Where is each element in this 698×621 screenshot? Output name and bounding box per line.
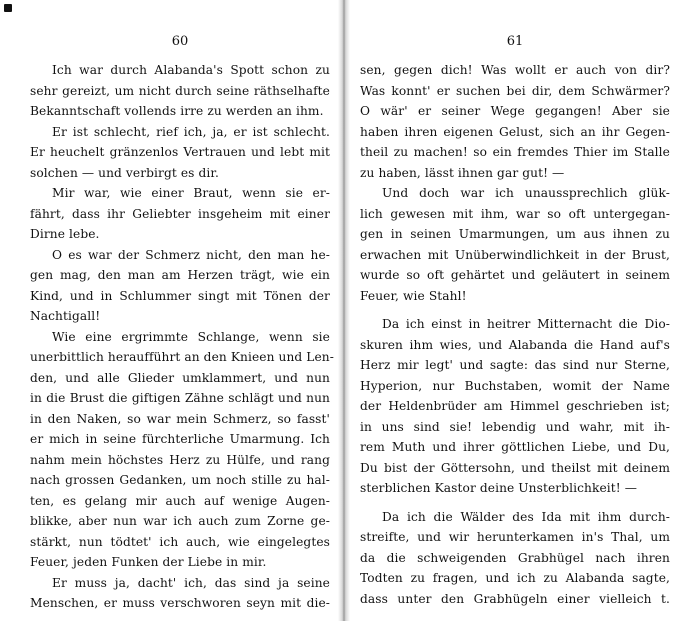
text-line: Er heuchelt gränzenlos Vertrauen und lebt mit [30, 145, 330, 159]
text-line: rem Muth und ihrer göttlichen Liebe, und Du, [360, 440, 670, 454]
text-line: zu haben, lässt ihnen gar gut! — [360, 165, 565, 180]
left-page [30, 0, 334, 621]
text-line: Feuer, wie Stahl! [360, 288, 467, 303]
text-line: wurde so oft gehärtet und geläutert in seinem [360, 268, 670, 282]
text-line: der Heldenbrüder am Himmel geschrieben ist; [360, 399, 670, 413]
text-line: blikke, aber nun war ich auch zum Zorne ge- [30, 514, 330, 528]
text-line: Dirne lebe. [30, 227, 100, 241]
text-line: erwachen mit Unüberwindlichkeit in der Brust, [360, 247, 670, 262]
scan-edge-mark [4, 4, 12, 12]
text-line: haben ihren eigenen Gelust, sich an ihr Gegen- [360, 124, 670, 139]
text-line: sterblichen Kastor deine Unsterblichkeit! — [360, 481, 638, 495]
text-line: Bekanntschaft vollends irre zu werden an ihm. [30, 104, 324, 118]
text-line: streifte, und wir herunterkamen in's Thal, um [360, 530, 670, 544]
text-line: Was konnt' er suchen bei dir, dem Schwärmer? [360, 83, 670, 98]
text-line: Er muss ja, dacht' ich, das sind ja seine [52, 575, 330, 590]
text-line: Wie eine ergrimmte Schlange, wenn sie [52, 329, 330, 344]
text-line: sen, gegen dich! Was wollt er auch von dir? [360, 63, 670, 77]
text-line: Nachtigall! [30, 309, 101, 323]
book-gutter [338, 0, 350, 621]
text-line: Todten zu fragen, und ich zu Alabanda sagte, [360, 571, 670, 585]
text-line: Menschen, er muss verschworen seyn mit die- [30, 596, 330, 610]
text-line: Du bist der Göttersohn, und theilst mit deinem [360, 460, 670, 475]
text-line: gen in seinen Umarmungen, um aus ihnen zu [360, 227, 670, 241]
text-line: gen mag, den man am Herzen trägt, wie ein [30, 268, 330, 282]
left-page-text [30, 60, 334, 614]
text-line: solchen — und verbirgt es dir. [30, 165, 219, 180]
text-line: er mich in seine fürchterliche Umarmung. Ich [30, 432, 330, 446]
text-line: in den Naken, so war mein Schmerz, so fasst' [30, 411, 330, 426]
text-line: unerbittlich heraufführt an den Knieen und Len- [30, 350, 334, 364]
text-line: Und doch war ich unaussprechlich glük- [382, 186, 670, 200]
text-line: da die schweigenden Grabhügel nach ihren [360, 550, 670, 565]
right-page-text [360, 60, 670, 609]
text-line: Ich war durch Alabanda's Spott schon zu [52, 63, 330, 77]
text-line: den, und alle Glieder umklammert, und nun [30, 370, 330, 385]
text-line: Herz mir legt' und sagte: das sind nur Sterne, [360, 358, 670, 372]
text-line: Kind, und in Schlummer singt mit Tönen der [30, 288, 330, 303]
page-number-left: 60 [171, 34, 189, 49]
text-line: sehr gereizt, um nicht durch seine räthselhafte [30, 83, 330, 98]
text-line: O es war der Schmerz nicht, den man he- [52, 247, 330, 262]
text-line: Hyperion, nur Buchstaben, womit der Name [360, 378, 670, 393]
text-line: skuren ihm wies, und Alabanda die Hand auf's [360, 337, 670, 352]
text-line: Feuer, jeden Funken der Liebe in mir. [30, 555, 267, 569]
text-line: nahm mein höchstes Herz zu Hülfe, und rang [30, 452, 330, 467]
text-line: O wär' er seiner Wege gegangen! Aber sie [360, 104, 670, 118]
text-line: in die Brust die giftigen Zähne schlägt und nun [30, 391, 330, 405]
text-line: Da ich einst in heitrer Mitternacht die Dio- [382, 317, 670, 331]
text-line: ten, es gelang mir auch auf wenige Augen- [30, 493, 330, 508]
text-line: dass unter den Grabhügeln einer vielleich t. [360, 591, 670, 606]
text-line: lich gewesen mit ihm, war so oft untergegan- [360, 206, 670, 221]
text-line: in uns sind sie! lebendig und wahr, mit ih- [360, 419, 670, 434]
right-page [360, 0, 670, 621]
text-line: nach grossen Gedanken, um noch stille zu hal- [30, 473, 330, 487]
page-number-right: 61 [506, 34, 524, 49]
text-line: fährt, dass ihr Geliebter insgeheim mit einer [30, 206, 330, 221]
text-line: Mir war, wie einer Braut, wenn sie er- [52, 186, 330, 200]
text-line: Er ist schlecht, rief ich, ja, er ist schlecht. [52, 124, 330, 139]
text-line: Da ich die Wälder des Ida mit ihm durch- [382, 509, 670, 524]
text-line: theil zu machen! so ein fremdes Thier im Stalle [360, 145, 670, 159]
text-line: stärkt, nun tödtet' ich auch, wie eingelegtes [30, 534, 330, 549]
